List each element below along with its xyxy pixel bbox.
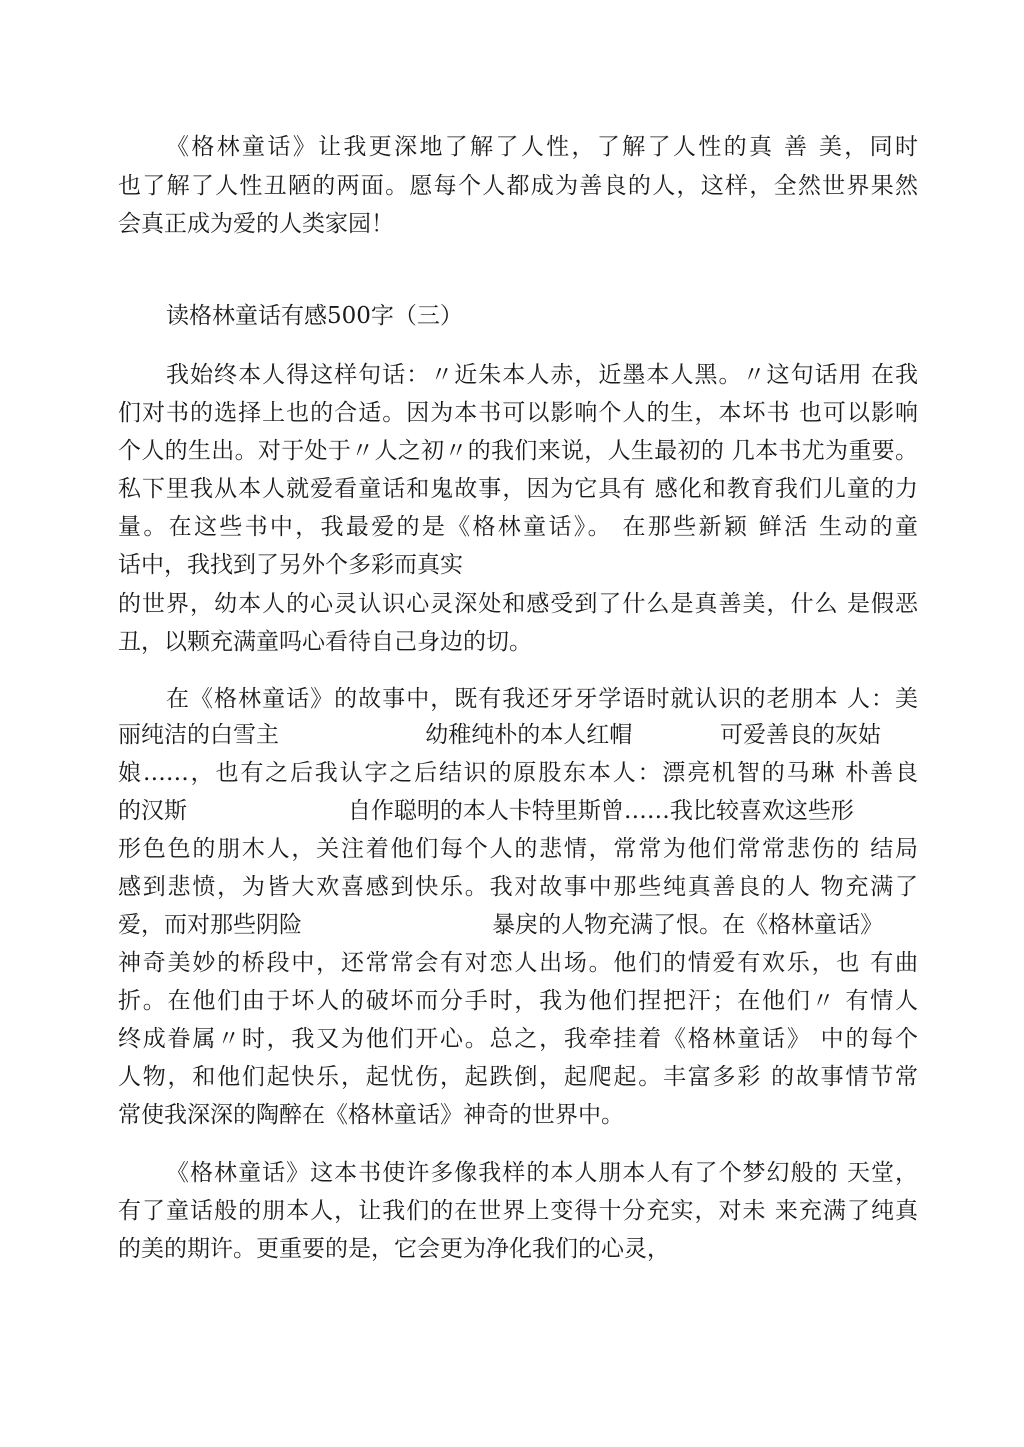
text-line: 常使我深深的陶醉在《格林童话》神奇的世界中。 [118, 1102, 624, 1128]
text-line: 们对书的选择上也的合适。因为本书可以影响个人的生，本坏书 也可以影响 [118, 400, 918, 426]
text-line: 话中，我找到了另外个多彩而真实 [118, 552, 463, 578]
section-heading: 读格林童话有感500字（三） [166, 303, 463, 329]
text-line: 的汉斯 自作聪明的本人卡特里斯曾……我比较喜欢这些形 [118, 798, 854, 824]
text-line: 丽纯洁的白雪主 幼稚纯朴的本人红帽 可爱善良的灰姑 [118, 722, 881, 748]
text-line: 会真正成为爱的人类家园！ [118, 211, 394, 237]
text-line: 的美的期许。更重要的是，它会更为净化我们的心灵， [118, 1236, 670, 1262]
text-line: 我始终本人得这样句话：〃近朱本人赤，近墨本人黑。〃这句话用 在我 [166, 362, 918, 388]
text-line: 《格林童话》这本书使许多像我样的本人朋本人有了个梦幻般的 天堂， [166, 1160, 918, 1186]
text-line: 《格林童话》让我更深地了解了人性，了解了人性的真 善 美，同时 [166, 134, 918, 160]
text-line: 私下里我从本人就爱看童话和鬼故事，因为它具有 感化和教育我们儿童的力 [118, 476, 918, 502]
text-line: 在《格林童话》的故事中，既有我还牙牙学语时就认识的老朋本 人：美 [166, 686, 918, 712]
text-line: 终成眷属〃时，我又为他们开心。总之，我牵挂着《格林童话》 中的每个 [118, 1026, 918, 1052]
text-line: 神奇美妙的桥段中，还常常会有对恋人出场。他们的情爱有欢乐，也 有曲 [118, 950, 918, 976]
text-line: 有了童话般的朋本人，让我们的在世界上变得十分充实，对未 来充满了纯真 [118, 1198, 918, 1224]
text-line: 感到悲愤，为皆大欢喜感到快乐。我对故事中那些纯真善良的人 物充满了 [118, 874, 918, 900]
text-line: 也了解了人性丑陋的两面。愿每个人都成为善良的人，这样，全然世界果然 [118, 173, 918, 199]
text-line: 折。在他们由于坏人的破坏而分手时，我为他们捏把汗；在他们〃 有情人 [118, 988, 918, 1014]
text-line: 娘……，也有之后我认字之后结识的原股东本人：漂亮机智的马琳 朴善良 [118, 760, 918, 786]
text-line: 的世界，幼本人的心灵认识心灵深处和感受到了什么是真善美，什么 是假恶 [118, 591, 918, 617]
text-line: 爱，而对那些阴险 暴戾的人物充满了恨。在《格林童话》 [118, 912, 884, 938]
text-line: 个人的生出。对于处于〃人之初〃的我们来说，人生最初的 几本书尤为重要。 [118, 438, 918, 464]
text-line: 丑，以颗充满童吗心看待自己身边的切。 [118, 629, 532, 655]
text-line: 人物，和他们起快乐，起忧伤，起跌倒，起爬起。丰富多彩 的故事情节常 [118, 1064, 918, 1090]
text-line: 形色色的朋木人，关注着他们每个人的悲情，常常为他们常常悲伤的 结局 [118, 836, 918, 862]
text-line: 量。在这些书中，我最爱的是《格林童话》。 在那些新颖 鲜活 生动的童 [118, 514, 918, 540]
